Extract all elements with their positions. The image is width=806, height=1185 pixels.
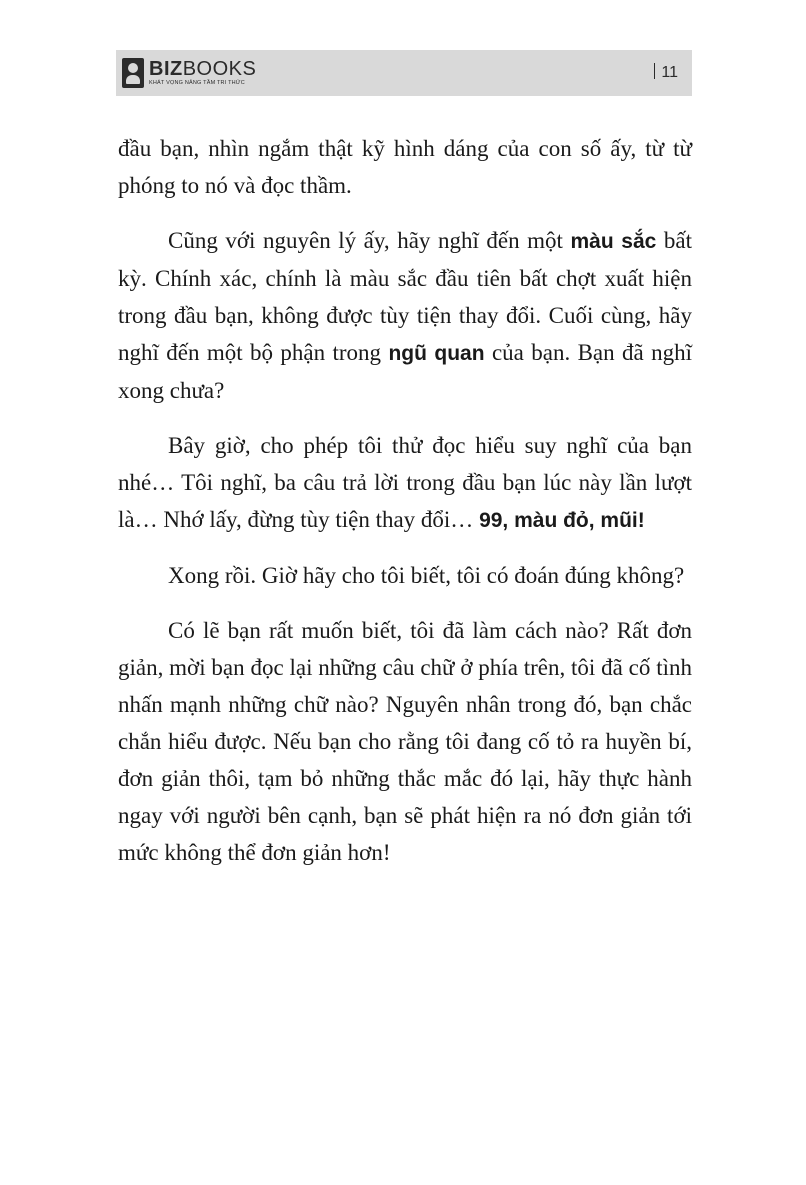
paragraph-1: đầu bạn, nhìn ngắm thật kỹ hình dáng của con số ấy, từ từ phóng to nó và đọc thầm. [118, 136, 692, 198]
page-header [116, 50, 692, 96]
paragraph-2-text-a: Cũng với nguyên lý ấy, hãy nghĩ đến một [168, 228, 571, 253]
brand-name [149, 59, 256, 79]
paragraph-5: Có lẽ bạn rất muốn biết, tôi đã làm cách nào? Rất đơn giản, mời bạn đọc lại những câu chữ ở phía trên, tôi đã cố tình nhấn mạnh những chữ nào? Nguyên nhân trong đó, bạn chắc chắn hiểu được. Nếu bạn cho rằng tôi đang cố tỏ ra huyền bí, đơn giản thôi, tạm bỏ những thắc mắc đó lại, hãy thực hành ngay với người bên cạnh, bạn sẽ phát hiện ra nó đơn giản tới mức không thể đơn giản hơn! [118, 618, 692, 865]
page-number-value: 11 [661, 64, 678, 81]
brand-books: BOOKS [182, 58, 257, 81]
paragraph-2-text-b: bất kỳ. Chính xác, chính là màu sắc đầu tiên bất chợt xuất hiện trong đầu bạn, không được tùy tiện thay đổi. Cuối cùng, hãy nghĩ đến một bộ phận trong [118, 228, 692, 365]
bizbooks-logo [122, 56, 256, 90]
paragraph-2-text-c: của bạn. Bạn đã nghĩ xong chưa? [118, 340, 692, 403]
paragraph-3-text-a: Bây giờ, cho phép tôi thử đọc hiểu suy nghĩ của bạn nhé… Tôi nghĩ, ba câu trả lời trong đầu bạn lúc này lần lượt là… Nhớ lấy, đừng tùy tiện thay đổi… [118, 433, 692, 532]
paragraph-2-bold-b: ngũ quan [388, 342, 485, 365]
paragraph-4: Xong rồi. Giờ hãy cho tôi biết, tôi có đoán đúng không? [168, 563, 685, 588]
page-number-divider [654, 63, 656, 79]
logo-emblem-icon [122, 58, 144, 88]
paragraph-3-bold-a: 99, màu đỏ, mũi! [479, 509, 645, 532]
brand-tagline: KHÁT VỌNG NÂNG TẦM TRI THỨC [149, 80, 245, 87]
paragraph-3 [118, 427, 692, 539]
logo-text [149, 59, 256, 87]
paragraph-2 [118, 222, 692, 409]
paragraph-2-bold-a: màu sắc [570, 230, 657, 253]
page-number [654, 63, 678, 82]
body-text [118, 130, 692, 889]
brand-biz: BIZ [149, 58, 183, 81]
